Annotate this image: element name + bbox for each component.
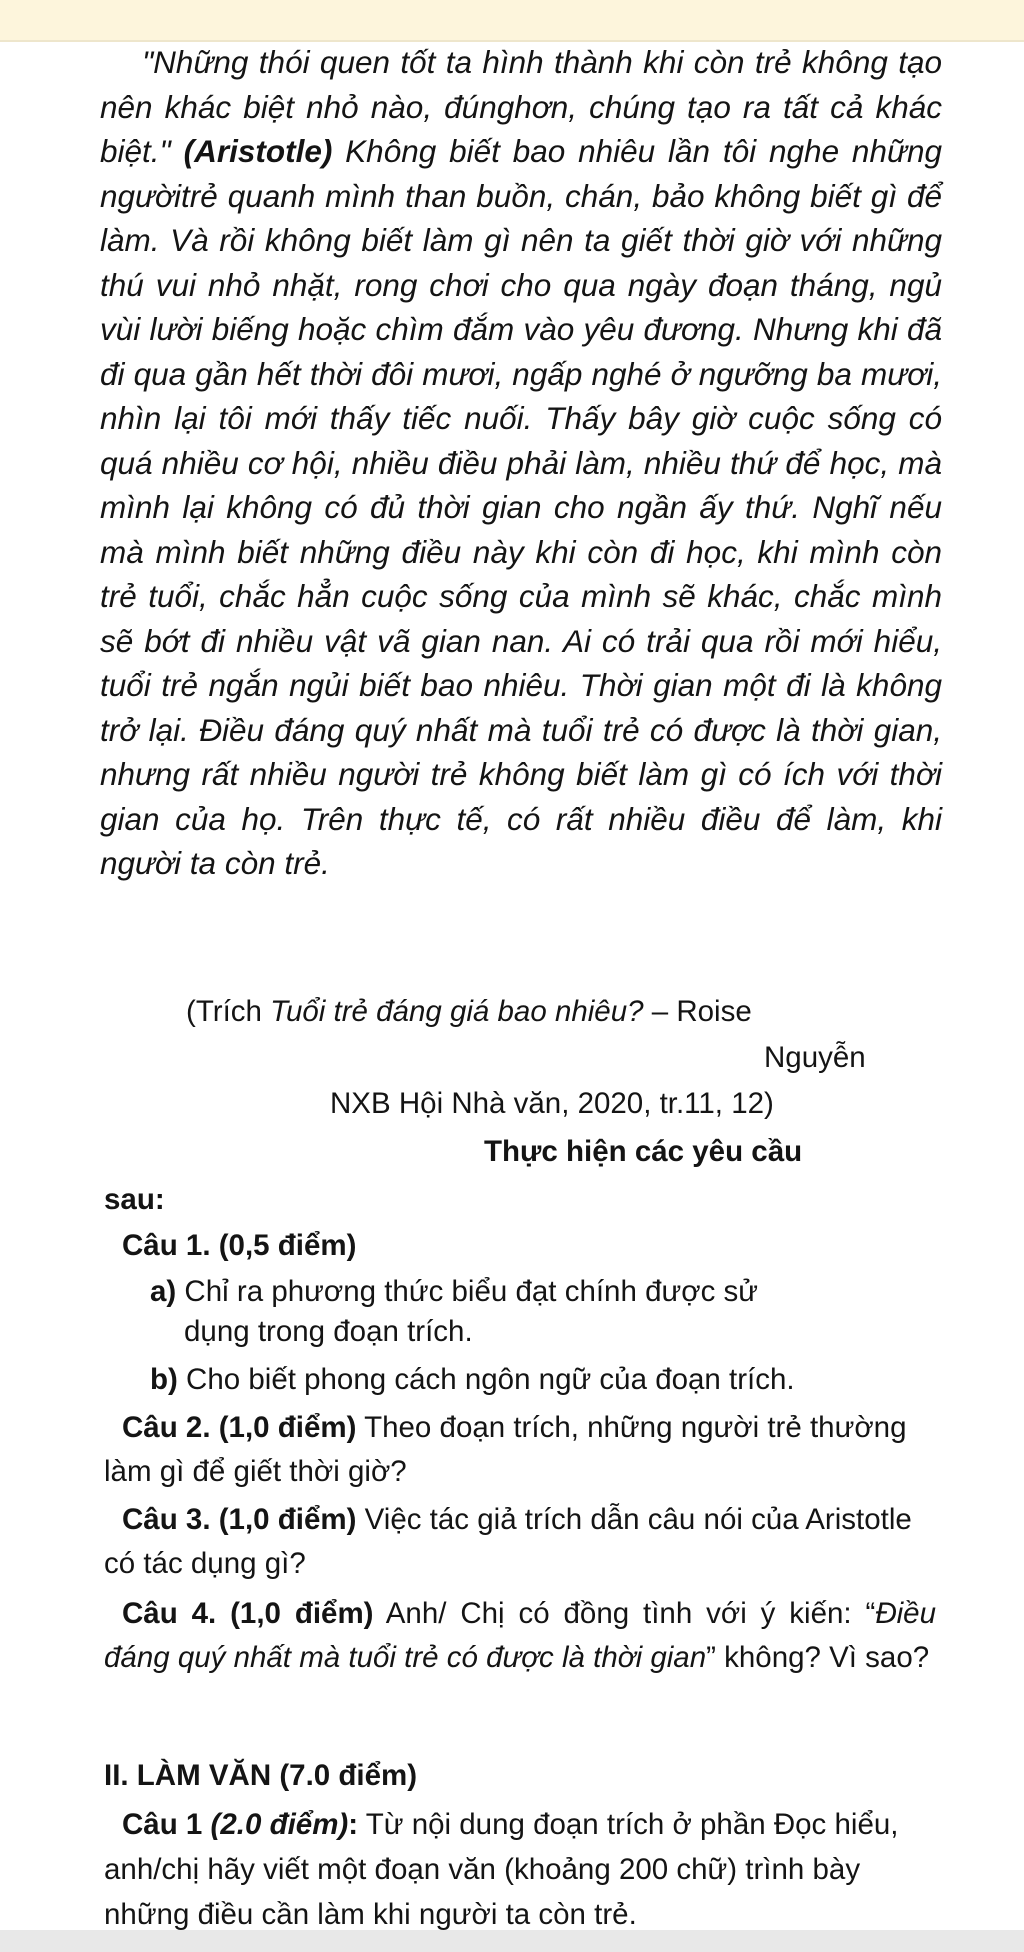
question-4: Câu 4. (1,0 điểm) Anh/ Chị có đồng tình với ý kiến: “Điều đáng quý nhất mà tuổi trẻ có được là thời gian” không? Vì sao? — [104, 1597, 936, 1674]
instruction-heading: Thực hiện các yêu cầu — [484, 1135, 803, 1168]
passage-paragraph — [100, 40, 942, 886]
top-status-band — [0, 0, 1024, 42]
question-3: Câu 3. (1,0 điểm) Việc tác giả trích dẫn câu nói của Aristotle có tác dụng gì? — [104, 1503, 912, 1580]
document-page — [0, 40, 1024, 1930]
instruction-heading-cont: sau: — [104, 1183, 165, 1216]
question-2: Câu 2. (1,0 điểm) Theo đoạn trích, những người trẻ thường làm gì để giết thời giờ? — [104, 1411, 907, 1488]
quote-author: (Aristotle) — [183, 133, 333, 169]
citation-publisher: NXB Hội Nhà văn, 2020, tr.11, 12) — [330, 1087, 774, 1120]
citation-author: Nguyễn — [764, 1041, 866, 1074]
question-1b: b) Cho biết phong cách ngôn ngữ của đoạn trích. — [150, 1363, 795, 1396]
writing-question-1: Câu 1 (2.0 điểm): Từ nội dung đoạn trích ở phần Đọc hiểu, anh/chị hãy viết một đoạn văn (khoảng 200 chữ) trình bày những điều cần làm khi người ta còn trẻ. — [104, 1808, 899, 1930]
reading-passage — [100, 40, 942, 886]
book-title: Tuổi trẻ đáng giá bao nhiêu? — [270, 995, 644, 1028]
passage-body: Không biết bao nhiêu lần tôi nghe những ngườitrẻ quanh mình than buồn, chán, bảo không biết gì để làm. Và rồi không biết làm gì nên ta giết thời giờ với những thú vui nhỏ nhặt, rong chơi cho qua ngày đoạn tháng, ngủ vùi lười biếng hoặc chìm đắm vào yêu đương. Nhưng khi đã đi qua gần hết thời đôi mươi, ngấp nghé ở ngưỡng ba mươi, nhìn lại tôi mới thấy tiếc nuối. Thấy bây giờ cuộc sống có quá nhiều cơ hội, nhiều điều phải làm, nhiều thứ để học, mà mình lại không có đủ thời gian cho ngần ấy thứ. Nghĩ nếu mà mình biết những điều này khi còn đi học, khi mình còn trẻ tuổi, chắc hẳn cuộc sống của mình sẽ khác, chắc mình sẽ bớt đi nhiều vật vã gian nan. Ai có trải qua rồi mới hiểu, tuổi trẻ ngắn ngủi biết bao nhiêu. Thời gian một đi là không trở lại. Điều đáng quý nhất mà tuổi trẻ có được là thời gian, nhưng rất nhiều người trẻ không biết làm gì có ích với thời gian của họ. Trên thực tế, có rất nhiều điều để làm, khi người ta còn trẻ. — [100, 133, 942, 881]
question-1-title: Câu 1. (0,5 điểm) — [122, 1229, 357, 1262]
citation-line-1: (Trích Tuổi trẻ đáng giá bao nhiêu? – Roise — [186, 995, 752, 1028]
question-1a: a) Chỉ ra phương thức biểu đạt chính được sử — [150, 1275, 759, 1308]
aristotle-quote: "Những thói quen tốt ta hình thành khi còn trẻ không tạo nên khác biệt nhỏ nào, đúnghơn, chúng tạo ra tất cả khác biệt." — [100, 44, 942, 169]
bottom-band — [0, 1930, 1024, 1952]
question-1a-cont: dụng trong đoạn trích. — [184, 1315, 473, 1348]
writing-section-title: II. LÀM VĂN (7.0 điểm) — [104, 1759, 418, 1792]
